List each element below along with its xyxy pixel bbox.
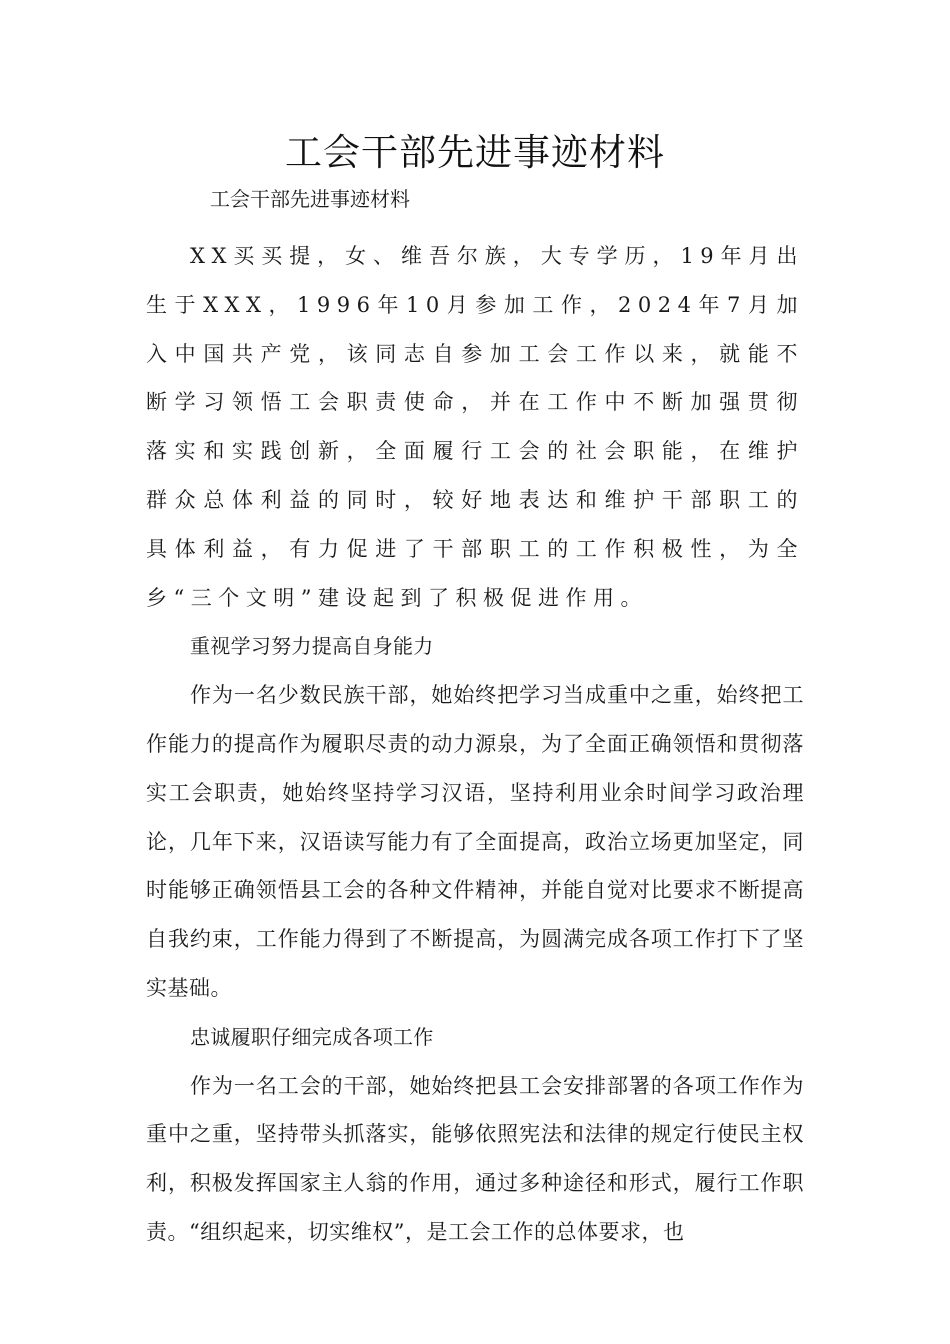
document-title: 工会干部先进事迹材料 (285, 131, 665, 174)
section-heading-duty: 忠诚履职仔细完成各项工作 (190, 1024, 434, 1049)
document-body (146, 232, 804, 1257)
paragraph-study: 作为一名少数民族干部，她始终把学习当成重中之重，始终把工作能力的提高作为履职尽责的动力源泉，为了全面正确领悟和贯彻落实工会职责，她始终坚持学习汉语，坚持利用业余时间学习政治理论，几年下来，汉语读写能力有了全面提高，政治立场更加坚定，同时能够正确领悟县工会的各种文件精神，并能自觉对比要求不断提高自我约束，工作能力得到了不断提高，为圆满完成各项工作打下了坚实基础。 (146, 683, 804, 1000)
paragraph-intro: XX买买提，女、维吾尔族，大专学历，19年月出生于XXX，1996年10月参加工作，2024年7月加入中国共产党，该同志自参加工会工作以来，就能不断学习领悟工会职责使命，并在工作中不断加强贯彻落实和实践创新，全面履行工会的社会职能，在维护群众总体利益的同时，较好地表达和维护干部职工的具体利益，有力促进了干部职工的工作积极性，为全乡“三个文明”建设起到了积极促进作用。 (146, 244, 804, 610)
document-subtitle: 工会干部先进事迹材料 (210, 187, 410, 211)
paragraph-duty: 作为一名工会的干部，她始终把县工会安排部署的各项工作作为重中之重，坚持带头抓落实，能够依照宪法和法律的规定行使民主权利，积极发挥国家主人翁的作用，通过多种途径和形式，履行工作职责。“组织起来，切实维权”，是工会工作的总体要求，也 (146, 1073, 804, 1244)
section-heading-study: 重视学习努力提高自身能力 (190, 634, 434, 659)
